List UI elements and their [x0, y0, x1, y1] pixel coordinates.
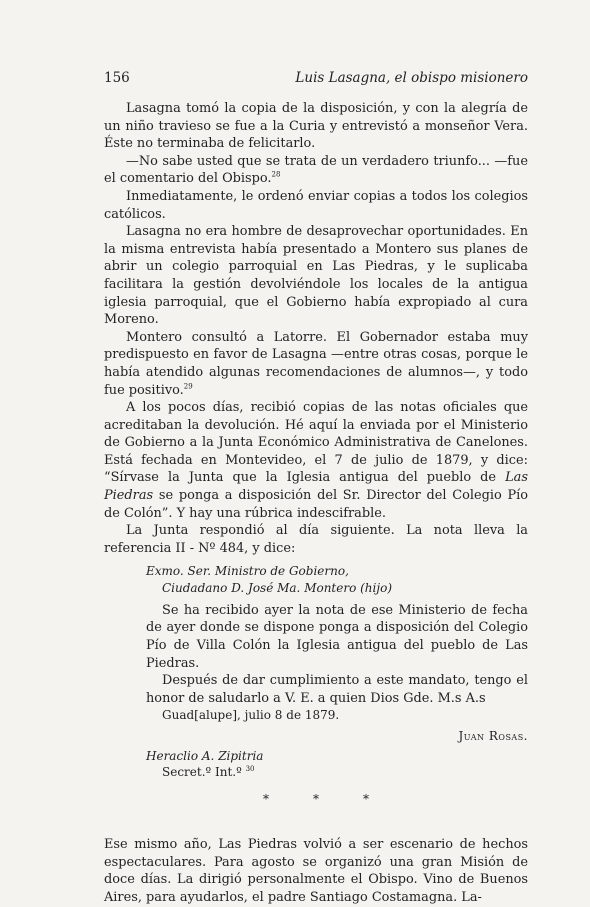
section-separator: * * *: [263, 792, 369, 807]
running-title: Luis Lasagna, el obispo misionero: [295, 70, 528, 86]
paragraph: —No sabe usted que se trata de un verdadero triunfo... —fue el comentario del Obispo.$^{28}$: [104, 153, 528, 187]
paragraph: La Junta respondió al día siguiente. La nota lleva la referencia II - Nº 484, y dice:: [104, 523, 528, 556]
paragraph: Lasagna no era hombre de desaprovechar oportunidades. En la misma entrevista había presentado a Montero sus planes de abrir un colegio parroquial en Las Piedras, y le suplicaba facilitara la gestión devolviéndole los locales de la antigua iglesia parroquial, que el Gobierno había expropiado al cura Moreno.: [104, 224, 528, 328]
quoted-letter: [146, 563, 528, 780]
letter-cosigner: Heraclio A. Zipitria: [146, 748, 264, 763]
paragraph: Inmediatamente, le ordenó enviar copias a todos los colegios católicos.: [104, 188, 528, 222]
paragraph: Ese mismo año, Las Piedras volvió a ser escenario de hechos espectaculares. Para agosto se organizó una gran Misión de doce días. La dirigió personalmente el Obispo. Vino de Buenos Aires, para ayudarlos, el padre Santiago Costamagna. La-: [104, 837, 528, 905]
letter-body: Se ha recibido ayer la nota de ese Ministerio de fecha de ayer donde se dispone ponga a disposición del Colegio Pío de Villa Colón la Iglesia antigua del pueblo de Las Piedras.: [146, 602, 528, 671]
page-body: [104, 100, 528, 907]
page-header: [104, 70, 528, 86]
footnote-ref: 28: [271, 171, 281, 180]
letter-signer: Juan Rosas.: [458, 728, 528, 743]
letter-cosigner-role: Secret.º Int.º $^{30}$: [162, 765, 255, 780]
letter-addressee: Exmo. Ser. Ministro de Gobierno,: [146, 564, 349, 579]
letter-date: Guad[alupe], julio 8 de 1879.: [162, 708, 340, 723]
footnote-ref: 29: [183, 382, 193, 391]
footnote-ref: 30: [245, 765, 255, 774]
paragraph: Montero consultó a Latorre. El Gobernador estaba muy predispuesto en favor de Lasagna —entre otras cosas, porque le había atendido algunas recomendaciones de alumnos—, y todo fue positivo.$^{29}$: [104, 329, 528, 398]
page-number: 156: [104, 70, 130, 86]
letter-body: Después de dar cumplimiento a este mandato, tengo el honor de saludarlo a V. E. a quien Dios Gde. M.s A.s: [146, 673, 528, 706]
paragraph: A los pocos días, recibió copias de las notas oficiales que acreditaban la devolución. Hé aquí la enviada por el Ministerio de Gobierno a la Junta Económico Administrativa de Canelones. Está fechada en Montevideo, el 7 de julio de 1879, y dice: “Sírvase la Junta que la Iglesia antigua del pueblo de Las Piedras se ponga a disposición del Sr. Director del Colegio Pío de Colón”. Y hay una rúbrica indescifrable.: [104, 400, 528, 521]
paragraph: Lasagna tomó la copia de la disposición, y con la alegría de un niño travieso se fue a la Curia y entrevistó a monseñor Vera. Éste no terminaba de felicitarlo.: [104, 101, 528, 152]
letter-addressee: Ciudadano D. José Ma. Montero (hijo): [162, 580, 393, 595]
